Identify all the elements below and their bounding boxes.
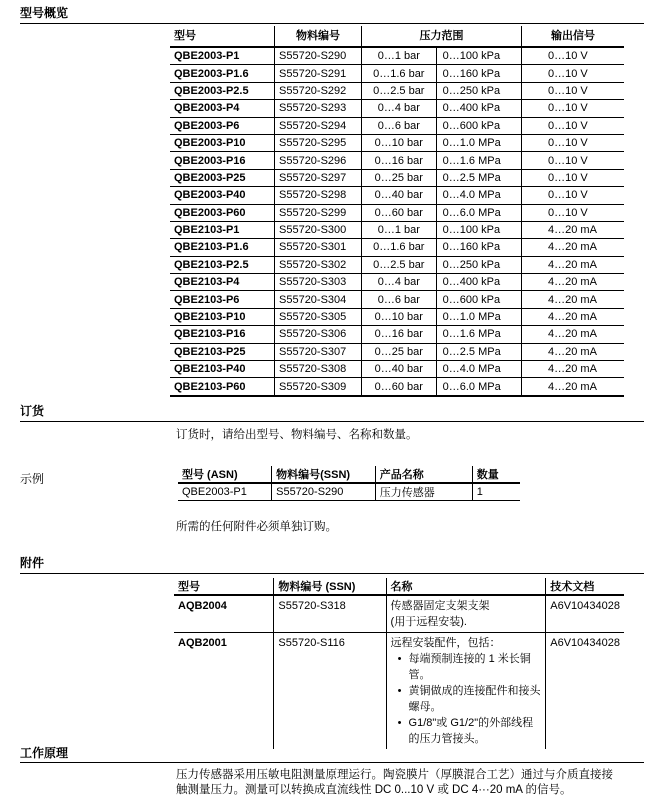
table-row [170, 239, 624, 256]
row-model: QBE2103-P25 [170, 343, 275, 360]
row-sku: S55720-S300 [275, 221, 362, 238]
row-pressure-pa: 0…160 kPa [436, 239, 521, 256]
row-output: 4…20 mA [522, 308, 625, 325]
accessory-note: 所需的任何附件必须单独订购。 [176, 521, 337, 533]
acc-name-intro: 远程安装配件，包括： [390, 637, 501, 649]
col-header-output: 输出信号 [522, 26, 625, 47]
row-pressure-pa: 0…6.0 MPa [436, 378, 521, 396]
table-row [170, 117, 624, 134]
row-output: 0…10 V [522, 134, 625, 151]
accessories-table-header [174, 578, 624, 595]
row-output: 4…20 mA [522, 361, 625, 378]
example-col-model: 型号 (ASN) [178, 466, 272, 483]
section-title-principle: 工作原理 [20, 746, 69, 760]
example-table [178, 466, 520, 501]
row-model: QBE2003-P4 [170, 100, 275, 117]
row-sku: S55720-S305 [275, 308, 362, 325]
row-sku: S55720-S302 [275, 256, 362, 273]
table-row [174, 633, 624, 750]
col-header-sku: 物料编号 [275, 26, 362, 47]
row-pressure-pa: 0…1.0 MPa [436, 308, 521, 325]
row-output: 0…10 V [522, 100, 625, 117]
row-pressure-pa: 0…2.5 MPa [436, 343, 521, 360]
bullet-icon: • [397, 717, 402, 729]
section-title-ordering: 订货 [20, 404, 45, 418]
acc-name-line: 传感器固定支架支架 [390, 600, 490, 612]
table-row [178, 483, 520, 501]
row-model: QBE2003-P60 [170, 204, 275, 221]
example-col-sku: 物料编号(SSN) [272, 466, 376, 483]
row-sku: S55720-S290 [275, 47, 362, 65]
table-row [174, 595, 624, 633]
table-row [170, 221, 624, 238]
models-table-header [170, 26, 624, 47]
row-sku: S55720-S299 [275, 204, 362, 221]
row-pressure-bar: 0…10 bar [362, 134, 437, 151]
row-pressure-bar: 0…25 bar [362, 169, 437, 186]
col-header-model: 型号 [170, 26, 275, 47]
row-output: 4…20 mA [522, 239, 625, 256]
row-sku: S55720-S295 [275, 134, 362, 151]
table-row [170, 47, 624, 65]
section-rule-overview [20, 23, 644, 24]
table-row [170, 361, 624, 378]
acc-bullet-text: G1/8"或 G1/2"的外部线程的压力管接头。 [408, 717, 534, 745]
row-output: 0…10 V [522, 82, 625, 99]
row-sku: S55720-S298 [275, 187, 362, 204]
acc-col-doc: 技术文档 [546, 578, 624, 595]
acc-col-sku: 物料编号 (SSN) [274, 578, 386, 595]
row-pressure-bar: 0…1.6 bar [362, 65, 437, 82]
row-pressure-bar: 0…1 bar [362, 221, 437, 238]
row-sku: S55720-S304 [275, 291, 362, 308]
row-sku: S55720-S297 [275, 169, 362, 186]
accessories-table [174, 578, 624, 749]
row-pressure-pa: 0…1.0 MPa [436, 134, 521, 151]
row-pressure-pa: 0…1.6 MPa [436, 326, 521, 343]
row-pressure-pa: 0…160 kPa [436, 65, 521, 82]
example-col-qty: 数量 [472, 466, 520, 483]
row-sku: S55720-S291 [275, 65, 362, 82]
row-pressure-pa: 0…600 kPa [436, 291, 521, 308]
row-pressure-bar: 0…1 bar [362, 47, 437, 65]
example-table-header [178, 466, 520, 483]
row-pressure-bar: 0…2.5 bar [362, 256, 437, 273]
acc-doc: A6V10434028 [546, 633, 624, 750]
row-model: QBE2103-P16 [170, 326, 275, 343]
acc-bullet-text: 黄铜做成的连接配件和接头螺母。 [408, 685, 541, 713]
row-pressure-bar: 0…60 bar [362, 378, 437, 396]
table-row [170, 256, 624, 273]
row-model: QBE2103-P2.5 [170, 256, 275, 273]
row-output: 4…20 mA [522, 343, 625, 360]
table-row [170, 65, 624, 82]
row-model: QBE2003-P1.6 [170, 65, 275, 82]
row-sku: S55720-S308 [275, 361, 362, 378]
row-model: QBE2103-P4 [170, 274, 275, 291]
acc-col-model: 型号 [174, 578, 274, 595]
row-output: 0…10 V [522, 65, 625, 82]
section-title-accessories: 附件 [20, 556, 45, 570]
table-row [170, 378, 624, 396]
example-sku: S55720-S290 [272, 483, 376, 501]
table-row [170, 274, 624, 291]
table-row [170, 82, 624, 99]
row-model: QBE2003-P16 [170, 152, 275, 169]
row-pressure-bar: 0…4 bar [362, 274, 437, 291]
table-row [170, 152, 624, 169]
principle-line-1: 压力传感器采用压敏电阻测量原理运行。陶瓷膜片（厚膜混合工艺）通过与介质直接接 [176, 769, 613, 781]
row-pressure-bar: 0…40 bar [362, 361, 437, 378]
row-model: QBE2103-P10 [170, 308, 275, 325]
row-sku: S55720-S294 [275, 117, 362, 134]
row-model: QBE2103-P1.6 [170, 239, 275, 256]
row-pressure-pa: 0…1.6 MPa [436, 152, 521, 169]
row-sku: S55720-S292 [275, 82, 362, 99]
row-model: QBE2003-P1 [170, 47, 275, 65]
example-col-name: 产品名称 [375, 466, 472, 483]
section-rule-principle [20, 762, 644, 763]
row-pressure-pa: 0…100 kPa [436, 221, 521, 238]
acc-name [386, 633, 546, 750]
row-sku: S55720-S306 [275, 326, 362, 343]
row-model: QBE2103-P6 [170, 291, 275, 308]
row-output: 4…20 mA [522, 274, 625, 291]
row-pressure-bar: 0…16 bar [362, 326, 437, 343]
row-output: 4…20 mA [522, 291, 625, 308]
table-row [170, 204, 624, 221]
row-model: QBE2003-P25 [170, 169, 275, 186]
row-pressure-bar: 0…16 bar [362, 152, 437, 169]
row-output: 4…20 mA [522, 326, 625, 343]
row-pressure-pa: 0…250 kPa [436, 256, 521, 273]
principle-line-2: 触测量压力。测量可以转换成直流线性 DC 0...10 V 或 DC 4···20 mA 的信号。 [176, 784, 572, 796]
row-output: 0…10 V [522, 152, 625, 169]
ordering-text: 订货时，请给出型号、物料编号、名称和数量。 [176, 429, 418, 441]
row-output: 0…10 V [522, 47, 625, 65]
acc-name [386, 595, 546, 633]
row-pressure-bar: 0…6 bar [362, 291, 437, 308]
row-output: 0…10 V [522, 169, 625, 186]
row-pressure-pa: 0…4.0 MPa [436, 361, 521, 378]
row-model: QBE2103-P40 [170, 361, 275, 378]
row-pressure-bar: 0…10 bar [362, 308, 437, 325]
acc-model: AQB2001 [178, 637, 227, 649]
example-qty: 1 [472, 483, 520, 501]
row-pressure-pa: 0…4.0 MPa [436, 187, 521, 204]
row-pressure-pa: 0…100 kPa [436, 47, 521, 65]
table-row [170, 134, 624, 151]
row-pressure-bar: 0…6 bar [362, 117, 437, 134]
example-name: 压力传感器 [375, 483, 472, 501]
row-model: QBE2003-P6 [170, 117, 275, 134]
row-pressure-bar: 0…25 bar [362, 343, 437, 360]
row-pressure-pa: 0…600 kPa [436, 117, 521, 134]
row-model: QBE2003-P40 [170, 187, 275, 204]
row-sku: S55720-S293 [275, 100, 362, 117]
acc-bullet-text: 每端预制连接的 1 米长铜管。 [408, 653, 531, 681]
row-pressure-bar: 0…2.5 bar [362, 82, 437, 99]
section-rule-ordering [20, 421, 644, 422]
acc-col-name: 名称 [386, 578, 546, 595]
row-pressure-pa: 0…6.0 MPa [436, 204, 521, 221]
row-output: 4…20 mA [522, 221, 625, 238]
row-output: 0…10 V [522, 187, 625, 204]
acc-name-line: (用于远程安装). [390, 616, 467, 628]
row-pressure-bar: 0…60 bar [362, 204, 437, 221]
table-row [170, 308, 624, 325]
row-output: 4…20 mA [522, 256, 625, 273]
row-sku: S55720-S307 [275, 343, 362, 360]
section-title-example: 示例 [20, 472, 45, 486]
bullet-icon: • [397, 653, 402, 665]
row-pressure-pa: 0…250 kPa [436, 82, 521, 99]
row-pressure-pa: 0…400 kPa [436, 100, 521, 117]
acc-doc: A6V10434028 [546, 595, 624, 633]
row-pressure-bar: 0…1.6 bar [362, 239, 437, 256]
row-sku: S55720-S296 [275, 152, 362, 169]
row-sku: S55720-S309 [275, 378, 362, 396]
example-model: QBE2003-P1 [178, 483, 272, 501]
row-pressure-bar: 0…40 bar [362, 187, 437, 204]
acc-model: AQB2004 [174, 595, 274, 633]
row-pressure-bar: 0…4 bar [362, 100, 437, 117]
acc-bullet-item [391, 651, 542, 683]
row-model: QBE2103-P60 [170, 378, 275, 396]
row-pressure-pa: 0…2.5 MPa [436, 169, 521, 186]
table-row [170, 169, 624, 186]
row-sku: S55720-S301 [275, 239, 362, 256]
table-row [170, 343, 624, 360]
bullet-icon: • [397, 685, 402, 697]
table-row [170, 100, 624, 117]
acc-bullet-item [391, 683, 542, 715]
acc-sku: S55720-S318 [274, 595, 386, 633]
col-header-pressure-range: 压力范围 [362, 26, 522, 47]
row-output: 0…10 V [522, 204, 625, 221]
models-table [170, 26, 624, 397]
table-row [170, 326, 624, 343]
row-output: 0…10 V [522, 117, 625, 134]
section-title-overview: 型号概览 [20, 6, 69, 20]
acc-sku: S55720-S116 [274, 633, 386, 750]
table-row [170, 187, 624, 204]
row-model: QBE2003-P2.5 [170, 82, 275, 99]
acc-bullet-item [391, 715, 542, 747]
row-model: QBE2003-P10 [170, 134, 275, 151]
row-sku: S55720-S303 [275, 274, 362, 291]
section-rule-accessories [20, 573, 644, 574]
row-output: 4…20 mA [522, 378, 625, 396]
row-model: QBE2103-P1 [170, 221, 275, 238]
row-pressure-pa: 0…400 kPa [436, 274, 521, 291]
table-row [170, 291, 624, 308]
